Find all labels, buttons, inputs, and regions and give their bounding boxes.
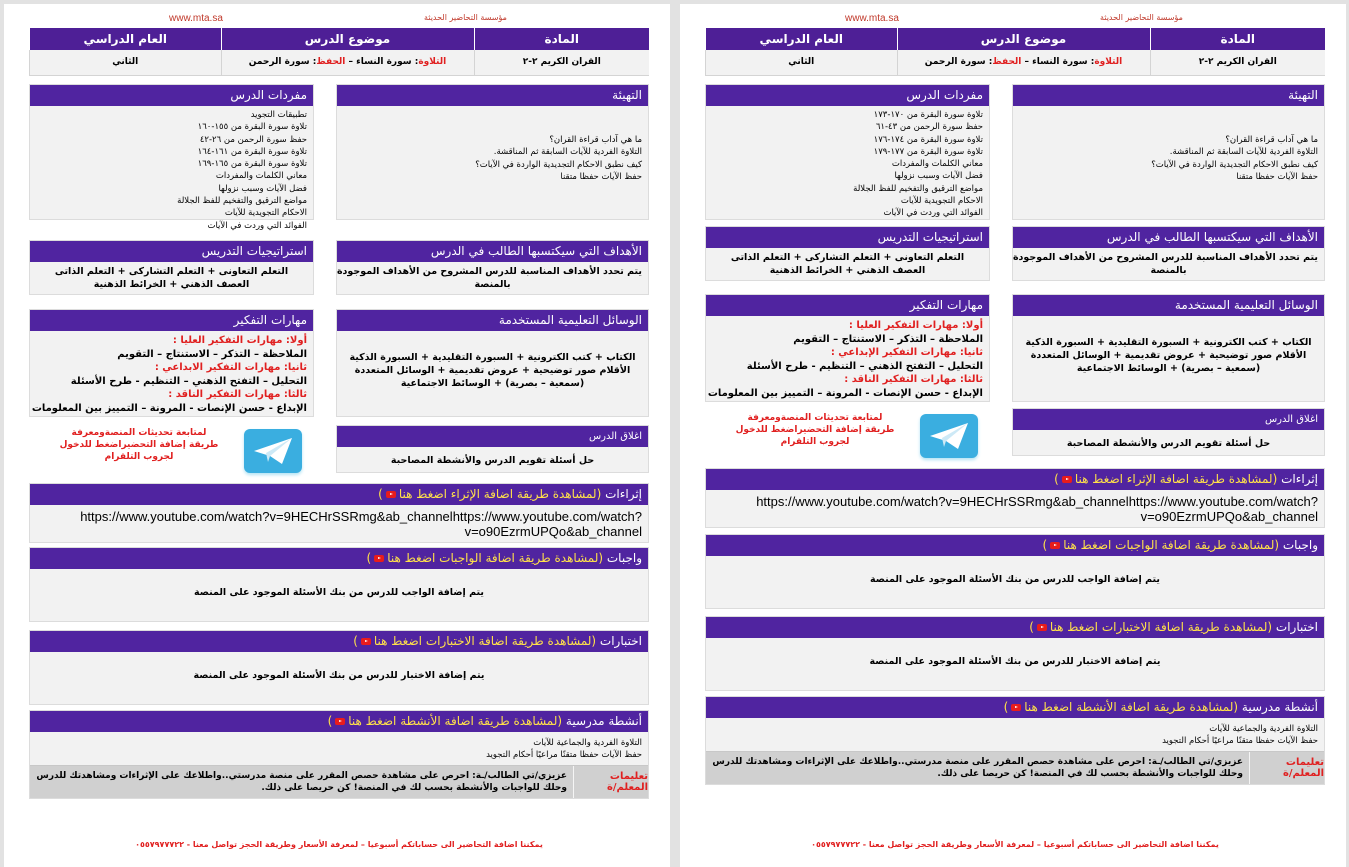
homework-box bbox=[29, 547, 649, 622]
homework-title: واجبات bbox=[606, 551, 642, 565]
goals-title: الأهداف التي سيكتسبها الطالب في الدرس bbox=[337, 241, 648, 262]
text-line: حفظ سورة الرحمن من ٢٦-٤٢ bbox=[199, 134, 307, 145]
teacher-instructions-label: تعليمات المعلم/ة bbox=[1249, 752, 1324, 784]
site-url-link[interactable]: www.mta.sa bbox=[845, 13, 899, 24]
text-line: كيف نطبق الاحكام التجديدية الواردة في الآيات؟ bbox=[475, 159, 642, 170]
tools-box bbox=[1012, 294, 1325, 402]
year-value: الثاني bbox=[30, 50, 222, 75]
text-line: التلاوة الفردية للآيات السابقة ثم المناقشة. bbox=[493, 147, 642, 158]
tests-body: يتم إضافة الاختبار للدرس من بنك الأسئلة الموجود على المنصة bbox=[869, 656, 1161, 667]
homework-hint-close: ) bbox=[1042, 538, 1048, 552]
text-line[interactable]: https://www.youtube.com/watch?v=9HECHrSSRmg&ab_channel bbox=[756, 494, 1129, 509]
text-line: تلاوة سورة البقرة من ١٦١-١٦٤ bbox=[197, 146, 307, 157]
teacher-instructions-text bbox=[706, 752, 1249, 784]
header-subject-label: المادة bbox=[1150, 28, 1325, 50]
text-line: ما هي آداب قراءة القران؟ bbox=[1225, 135, 1318, 145]
youtube-icon[interactable] bbox=[1050, 542, 1060, 549]
vocab-box bbox=[705, 84, 990, 220]
tools-body bbox=[1013, 316, 1324, 378]
text-line: التلاوة الفردية للآيات السابقة ثم المناقشة. bbox=[1169, 147, 1318, 158]
closing-box bbox=[1012, 408, 1325, 456]
lesson-plan-page bbox=[4, 4, 670, 867]
enrich-title: إثراءات bbox=[1281, 472, 1318, 486]
topic-value bbox=[221, 50, 474, 75]
tools-title: الوسائل التعليمية المستخدمة bbox=[337, 310, 648, 331]
thinking-creative-items: التحليل – التفتح الذهني – التنظيم - طرح الأسئلة bbox=[70, 375, 307, 387]
intro-title: التهيئة bbox=[337, 85, 648, 106]
header-year-label: العام الدراسي bbox=[30, 28, 222, 50]
activities-body bbox=[706, 718, 1324, 751]
tools-box bbox=[336, 309, 649, 417]
text-line: العصف الذهني + الخرائط الذهنية bbox=[93, 279, 250, 290]
text-line: يتم تحدد الأهداف المناسبة للدرس المشروح من الأهداف الموجودة bbox=[336, 266, 642, 277]
recite-label: التلاوة bbox=[418, 57, 447, 68]
homework-body: يتم إضافة الواجب للدرس من بنك الأسئلة الموجود على المنصة bbox=[869, 574, 1160, 585]
teacher-instructions bbox=[30, 765, 648, 798]
text-line[interactable]: اضغط للدخول لجروب التلقرام bbox=[735, 425, 850, 447]
text-line: التعلم التعاونى + التعلم التشاركى + التعلم الذاتى bbox=[730, 252, 965, 263]
text-line: واطلاعك على الإثراءات ومشاهدتك للدرس وحلك للواجبات والأنشطة بحسب لك في المنصة! كن حريصا على ذلك. bbox=[36, 771, 567, 793]
text-line[interactable]: ومعرفة طريقة إضافة التحضير bbox=[747, 413, 895, 435]
thinking-title: مهارات التفكير bbox=[706, 295, 989, 316]
page-footer: يمكننا اضافة التحاضير الى حساباتكم أسبوعيا – لمعرفة الأسعار وطريقة الحجز تواصل معنا - ٠٥٥٧٩٧٧٧٢٢ bbox=[135, 840, 543, 849]
enrich-header[interactable] bbox=[706, 469, 1324, 490]
text-line: واطلاعك على الإثراءات ومشاهدتك للدرس وحلك للواجبات والأنشطة بحسب لك في المنصة! كن حريصا على ذلك. bbox=[712, 757, 1243, 779]
enrich-hint-close: ) bbox=[1054, 472, 1059, 486]
year-value: الثاني bbox=[706, 50, 898, 75]
enrich-hint-close: ) bbox=[378, 487, 383, 501]
vocab-title: مفردات الدرس bbox=[706, 85, 989, 106]
strategies-box bbox=[705, 226, 990, 281]
thinking-higher-items: الملاحظة – التذكر – الاستنتاج – التقويم bbox=[117, 348, 307, 360]
text-line: يتم تحدد الأهداف المناسبة للدرس المشروح من الأهداف الموجودة bbox=[1012, 252, 1318, 263]
goals-body bbox=[1013, 248, 1324, 280]
closing-title: اغلاق الدرس bbox=[1013, 409, 1324, 430]
site-url-link[interactable]: www.mta.sa bbox=[169, 13, 223, 24]
tests-hint-close: ) bbox=[1029, 620, 1034, 634]
page-footer: يمكننا اضافة التحاضير الى حساباتكم أسبوعيا – لمعرفة الأسعار وطريقة الحجز تواصل معنا - ٠٥٥٧٩٧٧٧٢٢ bbox=[811, 840, 1219, 849]
telegram-icon bbox=[252, 436, 294, 466]
tools-title: الوسائل التعليمية المستخدمة bbox=[1013, 295, 1324, 316]
goals-body bbox=[337, 262, 648, 294]
youtube-icon[interactable] bbox=[1037, 624, 1047, 631]
text-line[interactable]: https://www.youtube.com/watch?v=9HECHrSSRmg&ab_channel bbox=[80, 509, 453, 524]
recite-value: : سورة النساء – bbox=[1021, 57, 1095, 68]
activities-header[interactable] bbox=[30, 711, 648, 732]
activities-title: أنشطة مدرسية bbox=[565, 714, 642, 728]
text-line: فضل الآيات وسبب نزولها bbox=[894, 171, 983, 182]
text-line: (سمعية – بصرية) + الوسائط الاجتماعية bbox=[400, 378, 585, 389]
thinking-higher-items: الملاحظة – التذكر – الاستنتاج – التقويم bbox=[793, 333, 983, 345]
activities-hint-close: ) bbox=[327, 714, 333, 728]
text-line[interactable]: https://www.youtube.com/watch?v=o90EzrmUPQo&ab_channel bbox=[1128, 494, 1318, 524]
thinking-creative-items: التحليل – التفتح الذهني – التنظيم - طرح الأسئلة bbox=[746, 360, 983, 372]
intro-title: التهيئة bbox=[1013, 85, 1324, 106]
telegram-button[interactable] bbox=[920, 414, 978, 458]
page-top-line bbox=[29, 13, 649, 27]
text-line[interactable]: لمتابعة تحديثات المنصة bbox=[104, 428, 207, 438]
enrich-hint-link[interactable]: (لمشاهدة طريقة اضافة الإثراء اضغط هنا bbox=[398, 487, 602, 501]
text-line: تلاوة سورة البقرة من ١٧٠-١٧٣ bbox=[873, 110, 983, 120]
subject-value: القران الكريم ٢-٢ bbox=[474, 50, 649, 75]
telegram-promo-text[interactable] bbox=[735, 412, 895, 448]
text-line: تلاوة سورة البقرة من ١٥٥-١٦٠ bbox=[197, 122, 307, 133]
vocab-box bbox=[29, 84, 314, 231]
homework-title: واجبات bbox=[1282, 538, 1318, 552]
text-line: الاحكام التجويدية للآيات bbox=[900, 196, 983, 207]
text-line: الأقلام صور توضيحية + عروض تقديمية + الوسائل المتعددة bbox=[354, 365, 631, 376]
activities-hint-link[interactable]: (لمشاهدة طريقة اضافة الأنشطة اضغط هنا bbox=[348, 714, 563, 728]
activities-header[interactable] bbox=[706, 697, 1324, 718]
strategies-body bbox=[30, 262, 313, 294]
homework-body: يتم إضافة الواجب للدرس من بنك الأسئلة الموجود على المنصة bbox=[193, 587, 484, 598]
thinking-box bbox=[29, 309, 314, 417]
text-line[interactable]: لمتابعة تحديثات المنصة bbox=[780, 413, 883, 423]
tests-header[interactable] bbox=[706, 617, 1324, 638]
tests-header[interactable] bbox=[30, 631, 648, 652]
text-line: عزيزي/تي الطالب/ـة: احرص على مشاهدة حصص المقرر على منصة مدرستي.. bbox=[897, 757, 1243, 767]
tools-body bbox=[337, 331, 648, 393]
closing-title: اغلاق الدرس bbox=[337, 426, 648, 447]
intro-body bbox=[1013, 106, 1324, 186]
header-topic-label: موضوع الدرس bbox=[221, 28, 474, 50]
telegram-icon bbox=[928, 421, 970, 451]
telegram-button[interactable] bbox=[244, 429, 302, 473]
homework-hint-close: ) bbox=[366, 551, 372, 565]
text-line: مواضع الترقيق والتفخيم للفظ الجلالة bbox=[853, 183, 983, 194]
goals-title: الأهداف التي سيكتسبها الطالب في الدرس bbox=[1013, 227, 1324, 248]
vocab-body bbox=[30, 106, 313, 235]
thinking-title: مهارات التفكير bbox=[30, 310, 313, 331]
intro-body bbox=[337, 106, 648, 186]
enrich-links[interactable] bbox=[706, 490, 1324, 528]
text-line: ما هي آداب قراءة القران؟ bbox=[549, 135, 642, 145]
enrich-hint-link[interactable]: (لمشاهدة طريقة اضافة الإثراء اضغط هنا bbox=[1074, 472, 1278, 486]
homework-header[interactable] bbox=[706, 535, 1324, 556]
text-line: عزيزي/تي الطالب/ـة: احرص على مشاهدة حصص المقرر على منصة مدرستي.. bbox=[221, 771, 567, 781]
text-line: التلاوة الفردية والجماعية للآيات bbox=[533, 738, 642, 748]
text-line: تلاوة سورة البقرة من ١٧٧-١٧٩ bbox=[873, 146, 983, 157]
enrich-links[interactable] bbox=[30, 505, 648, 543]
telegram-promo-text[interactable] bbox=[59, 427, 219, 463]
organization-name: مؤسسة التحاضير الحديثة bbox=[424, 13, 507, 22]
activities-body bbox=[30, 732, 648, 765]
text-line: حفظ الآيات حفظا متقنا bbox=[560, 171, 642, 182]
thinking-creative-heading: ثانيا: مهارات التفكير الابداعي : bbox=[154, 362, 307, 373]
header-subject-label: المادة bbox=[474, 28, 649, 50]
text-line[interactable]: اضغط للدخول لجروب التلقرام bbox=[59, 440, 174, 462]
text-line[interactable]: https://www.youtube.com/watch?v=o90EzrmUPQo&ab_channel bbox=[452, 509, 642, 539]
vocab-body bbox=[706, 106, 989, 223]
enrich-header[interactable] bbox=[30, 484, 648, 505]
thinking-creative-heading: ثانيا: مهارات التفكير الإبداعي : bbox=[830, 347, 983, 358]
header-topic-label: موضوع الدرس bbox=[897, 28, 1150, 50]
tests-box bbox=[705, 616, 1325, 691]
text-line: بالمنصة bbox=[1150, 265, 1187, 276]
vocab-title: مفردات الدرس bbox=[30, 85, 313, 106]
lesson-plan-page bbox=[680, 4, 1346, 867]
homework-header[interactable] bbox=[30, 548, 648, 569]
activities-box bbox=[705, 696, 1325, 785]
text-line: الأقلام صور توضيحية + عروض تقديمية + الوسائل المتعددة bbox=[1030, 350, 1307, 361]
thinking-higher-heading: أولا: مهارات التفكير العليا : bbox=[848, 320, 983, 331]
tests-hint-close: ) bbox=[353, 634, 358, 648]
thinking-critical-items: الإبداع - حسن الإنصات - المرونة – التمييز بين المعلومات bbox=[31, 402, 307, 414]
closing-body: حل أسئلة تقويم الدرس والأنشطة المصاحبة bbox=[1066, 438, 1271, 449]
page-top-line bbox=[705, 13, 1325, 27]
tests-title: اختبارات bbox=[599, 634, 642, 648]
text-line: التعلم التعاونى + التعلم التشاركى + التعلم الذاتى bbox=[54, 266, 289, 277]
teacher-instructions-label: تعليمات المعلم/ة bbox=[573, 766, 648, 798]
intro-box bbox=[336, 84, 649, 220]
thinking-critical-items: الإبداع - حسن الإنصات - المرونة – التمييز بين المعلومات bbox=[707, 387, 983, 399]
tests-title: اختبارات bbox=[1275, 620, 1318, 634]
tests-box bbox=[29, 630, 649, 705]
thinking-critical-heading: ثالثا: مهارات التفكير الناقد : bbox=[168, 389, 307, 400]
subject-value: القران الكريم ٢-٢ bbox=[1150, 50, 1325, 75]
activities-title: أنشطة مدرسية bbox=[1241, 700, 1318, 714]
youtube-icon[interactable] bbox=[1062, 476, 1072, 483]
strategies-title: استراتيجيات التدريس bbox=[30, 241, 313, 262]
recite-value: : سورة النساء – bbox=[345, 57, 419, 68]
strategies-box bbox=[29, 240, 314, 295]
memorize-value: : سورة الرحمن bbox=[924, 57, 993, 68]
lesson-header-table bbox=[29, 28, 649, 76]
text-line: الفوائد التي وردت في الآيات bbox=[883, 208, 983, 219]
youtube-icon[interactable] bbox=[1011, 704, 1021, 711]
text-line: حفظ سورة الرحمن من ٤٣-٦١ bbox=[875, 122, 983, 133]
lesson-header-table bbox=[705, 28, 1325, 76]
text-line: حفظ الآيات حفظا متقنا bbox=[1236, 171, 1318, 182]
thinking-higher-heading: أولا: مهارات التفكير العليا : bbox=[172, 335, 307, 346]
youtube-icon[interactable] bbox=[335, 718, 345, 725]
topic-value bbox=[897, 50, 1150, 75]
text-line: التلاوة الفردية والجماعية للآيات bbox=[1209, 724, 1318, 734]
closing-body: حل أسئلة تقويم الدرس والأنشطة المصاحبة bbox=[390, 455, 595, 466]
text-line: تلاوة سورة البقرة من ١٦٥-١٦٩ bbox=[197, 159, 307, 170]
homework-hint-link[interactable]: (لمشاهدة طريقة اضافة الواجبات اضغط هنا bbox=[1063, 538, 1280, 552]
text-line: حفظ الآيات حفظا متقنًا مراعيًا أحكام التجويد bbox=[486, 750, 642, 760]
tests-hint-link[interactable]: (لمشاهدة طريقة اضافة الاختبارات اضغط هنا bbox=[373, 634, 597, 648]
youtube-icon[interactable] bbox=[386, 491, 396, 498]
youtube-icon[interactable] bbox=[361, 638, 371, 645]
enrich-box bbox=[29, 483, 649, 543]
memorize-label: الحفظ bbox=[316, 57, 346, 68]
activities-hint-link[interactable]: (لمشاهدة طريقة اضافة الأنشطة اضغط هنا bbox=[1024, 700, 1239, 714]
intro-box bbox=[1012, 84, 1325, 220]
tests-body: يتم إضافة الاختبار للدرس من بنك الأسئلة الموجود على المنصة bbox=[193, 670, 485, 681]
text-line: بالمنصة bbox=[474, 279, 511, 290]
goals-box bbox=[336, 240, 649, 295]
text-line: تطبيقات التجويد bbox=[250, 110, 307, 120]
recite-label: التلاوة bbox=[1094, 57, 1123, 68]
teacher-instructions-text bbox=[30, 766, 573, 798]
thinking-body bbox=[30, 331, 313, 418]
tests-hint-link[interactable]: (لمشاهدة طريقة اضافة الاختبارات اضغط هنا bbox=[1049, 620, 1273, 634]
text-line: الفوائد التي وردت في الآيات bbox=[207, 220, 307, 231]
text-line: الكتاب + كتب الكترونية + السبورة التقليدية + السبورة الذكية bbox=[349, 352, 636, 363]
text-line[interactable]: ومعرفة طريقة إضافة التحضير bbox=[71, 428, 219, 450]
goals-box bbox=[1012, 226, 1325, 281]
text-line: معاني الكلمات والمفردات bbox=[891, 159, 983, 170]
thinking-box bbox=[705, 294, 990, 402]
closing-box bbox=[336, 425, 649, 473]
text-line: الكتاب + كتب الكترونية + السبورة التقليدية + السبورة الذكية bbox=[1025, 337, 1312, 348]
text-line: كيف نطبق الاحكام التجديدية الواردة في الآيات؟ bbox=[1151, 159, 1318, 170]
text-line: الاحكام التجويدية للآيات bbox=[224, 208, 307, 219]
text-line: فضل الآيات وسبب نزولها bbox=[218, 183, 307, 194]
homework-hint-link[interactable]: (لمشاهدة طريقة اضافة الواجبات اضغط هنا bbox=[387, 551, 604, 565]
text-line: تلاوة سورة البقرة من ١٧٤-١٧٦ bbox=[873, 134, 983, 145]
thinking-critical-heading: ثالثا: مهارات التفكير الناقد : bbox=[844, 374, 983, 385]
memorize-label: الحفظ bbox=[992, 57, 1022, 68]
teacher-instructions bbox=[706, 751, 1324, 784]
enrich-title: إثراءات bbox=[605, 487, 642, 501]
text-line: مواضع الترقيق والتفخيم للفظ الجلالة bbox=[177, 196, 307, 207]
text-line: حفظ الآيات حفظا متقنًا مراعيًا أحكام التجويد bbox=[1162, 736, 1318, 746]
activities-box bbox=[29, 710, 649, 799]
text-line: (سمعية – بصرية) + الوسائط الاجتماعية bbox=[1076, 363, 1261, 374]
organization-name: مؤسسة التحاضير الحديثة bbox=[1100, 13, 1183, 22]
strategies-body bbox=[706, 248, 989, 280]
thinking-body bbox=[706, 316, 989, 403]
strategies-title: استراتيجيات التدريس bbox=[706, 227, 989, 248]
text-line: معاني الكلمات والمفردات bbox=[215, 171, 307, 182]
homework-box bbox=[705, 534, 1325, 609]
memorize-value: : سورة الرحمن bbox=[248, 57, 317, 68]
header-year-label: العام الدراسي bbox=[706, 28, 898, 50]
activities-hint-close: ) bbox=[1003, 700, 1009, 714]
youtube-icon[interactable] bbox=[374, 555, 384, 562]
text-line: العصف الذهني + الخرائط الذهنية bbox=[769, 265, 926, 276]
enrich-box bbox=[705, 468, 1325, 528]
